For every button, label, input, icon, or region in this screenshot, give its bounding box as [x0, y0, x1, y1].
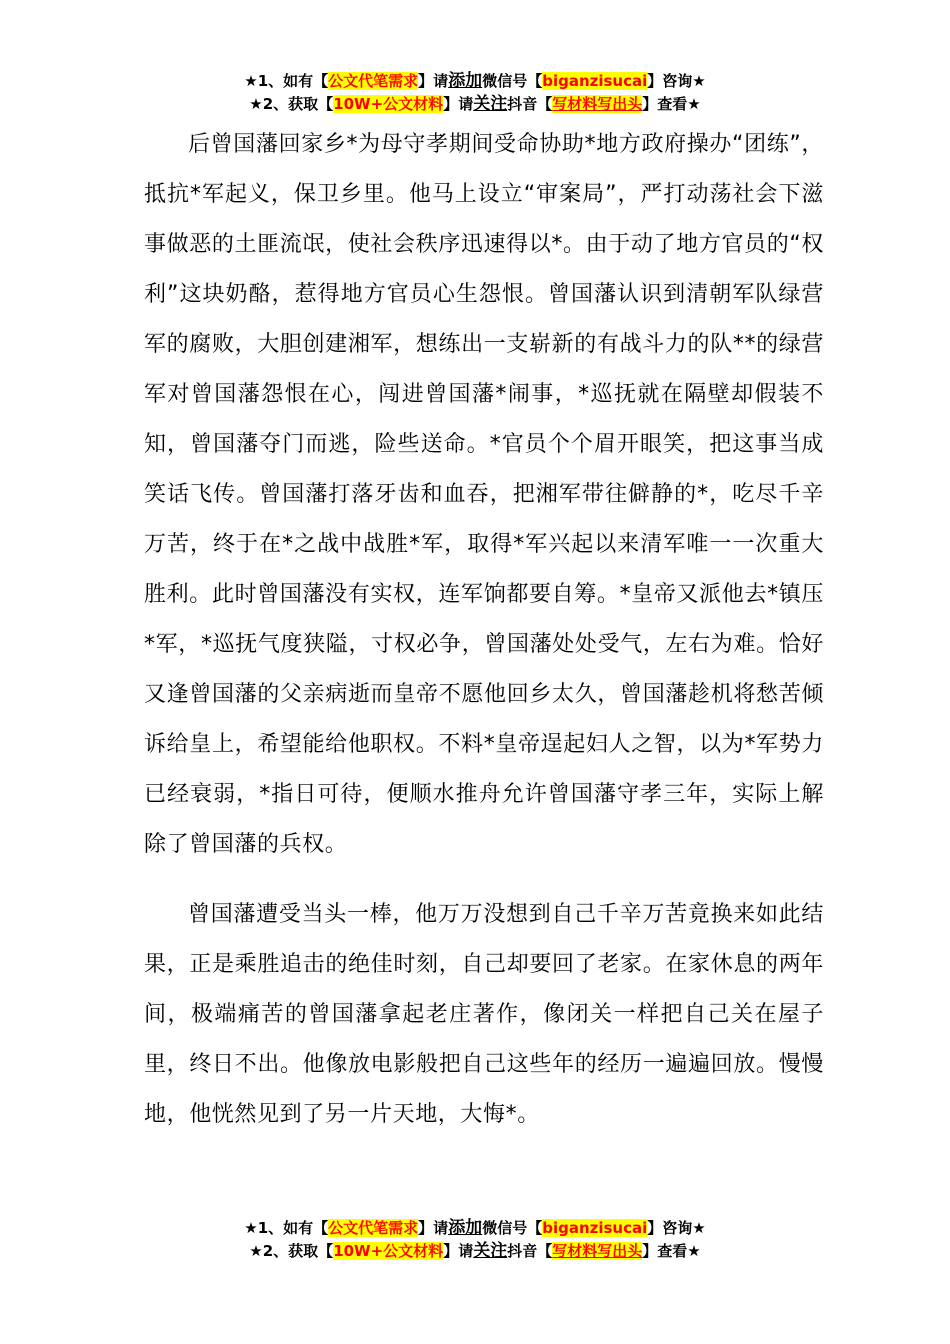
- materials-highlight: 10W+公文材料: [333, 95, 444, 113]
- add-emphasis: 添加: [448, 71, 483, 91]
- banner-text: 微信号【: [482, 72, 543, 90]
- banner-text: 】请: [418, 72, 449, 90]
- header-banner: [0, 70, 950, 116]
- footer-banner: [0, 1217, 950, 1263]
- materials-highlight: 10W+公文材料: [333, 1242, 444, 1260]
- follow-emphasis: 关注: [473, 1241, 508, 1261]
- paragraph-text: 曾国藩遭受当头一棒，他万万没想到自己千辛万苦竟换来如此结果，正是乘胜追击的绝佳时刻，自己却要回了老家。在家休息的两年间，极端痛苦的曾国藩拿起老庄著作，像闭关一样把自己关在屋子里，终日不出。他像放电影般把自己这些年的经历一遍遍回放。慢慢地，他恍然见到了另一片天地，大悔*。: [144, 902, 824, 1127]
- paragraph-text: 后曾国藩回家乡*为母守孝期间受命协助*地方政府操办“团练”，抵抗*军起义，保卫乡里。他马上设立“审案局”，严打动荡社会下滋事做恶的土匪流氓，使社会秩序迅速得以*。由于动了地方官员的“权利”这块奶酪，惹得地方官员心生怨恨。曾国藩认识到清朝军队绿营军的腐败，大胆创建湘军，想练出一支崭新的有战斗力的队**的绿营军对曾国藩怨恨在心，闯进曾国藩*闹事，*巡抚就在隔壁却假装不知，曾国藩夺门而逃，险些送命。*官员个个眉开眼笑，把这事当成笑话飞传。曾国藩打落牙齿和血吞，把湘军带往僻静的*，吃尽千辛万苦，终于在*之战中战胜*军，取得*军兴起以来清军唯一一次重大胜利。此时曾国藩没有实权，连军饷都要自筹。*皇帝又派他去*镇压*军，*巡抚气度狭隘，寸权必争，曾国藩处处受气，左右为难。恰好又逢曾国藩的父亲病逝而皇帝不愿他回乡太久，曾国藩趁机将愁苦倾诉给皇上，希望能给他职权。不料*皇帝逞起妇人之智，以为*军势力已经衰弱，*指日可待，便顺水推舟允许曾国藩守孝三年，实际上解除了曾国藩的兵权。: [144, 132, 824, 857]
- banner-text: 】咨询★: [647, 1219, 706, 1237]
- body-paragraph-2: [144, 890, 824, 1140]
- banner-text: 抖音【: [507, 1242, 553, 1260]
- banner-text: 】请: [443, 95, 474, 113]
- banner-text: 】查看★: [642, 1242, 701, 1260]
- banner-text: 】请: [418, 1219, 449, 1237]
- banner-text: 】请: [443, 1242, 474, 1260]
- banner-text: ★2、获取【: [249, 1242, 334, 1260]
- banner-line-1: [0, 70, 950, 93]
- douyin-highlight: 写材料写出头: [552, 95, 643, 113]
- banner-text: 】咨询★: [647, 72, 706, 90]
- banner-text: ★1、如有【: [244, 72, 329, 90]
- banner-text: ★1、如有【: [244, 1219, 329, 1237]
- service-highlight: 公文代笔需求: [328, 1219, 419, 1237]
- wechat-id-highlight: biganzisucai: [542, 72, 648, 90]
- wechat-id-highlight: biganzisucai: [542, 1219, 648, 1237]
- banner-line-1: [0, 1217, 950, 1240]
- banner-text: 抖音【: [507, 95, 553, 113]
- body-paragraph-1: [144, 120, 824, 870]
- banner-line-2: [0, 1240, 950, 1263]
- douyin-highlight: 写材料写出头: [552, 1242, 643, 1260]
- banner-text: 】查看★: [642, 95, 701, 113]
- follow-emphasis: 关注: [473, 94, 508, 114]
- add-emphasis: 添加: [448, 1218, 483, 1238]
- banner-text: 微信号【: [482, 1219, 543, 1237]
- banner-text: ★2、获取【: [249, 95, 334, 113]
- banner-line-2: [0, 93, 950, 116]
- service-highlight: 公文代笔需求: [328, 72, 419, 90]
